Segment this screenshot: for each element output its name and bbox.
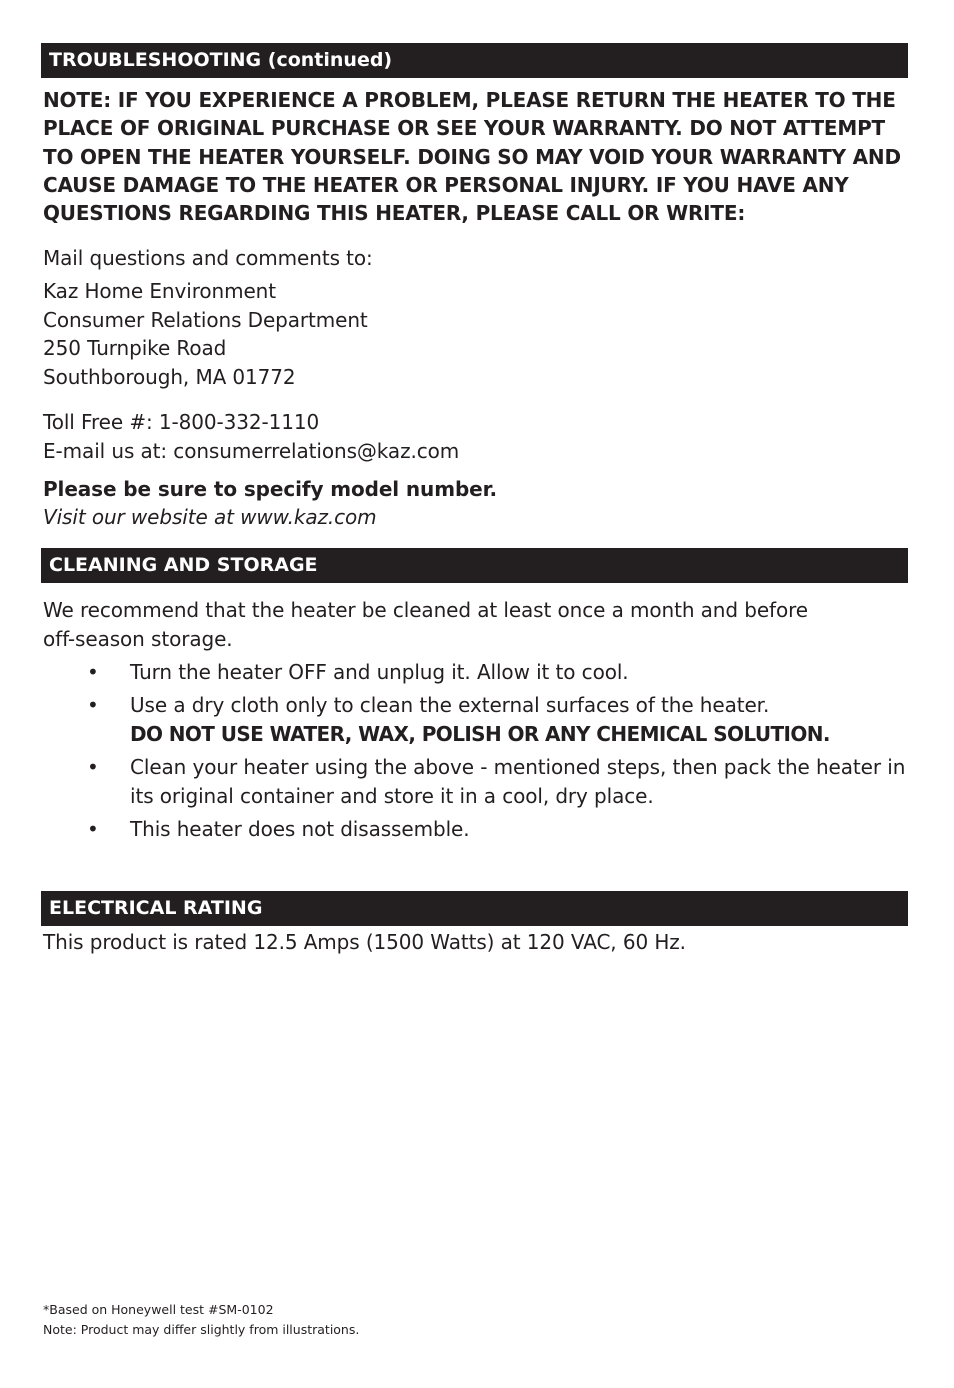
website-note: Visit our website at www.kaz.com <box>43 505 377 529</box>
email-address: E-mail us at: consumerrelations@kaz.com <box>43 439 460 463</box>
cleaning-step-dry-cloth-text: Use a dry cloth only to clean the external surfaces of the heater. <box>130 693 770 717</box>
electrical-rating-text: This product is rated 12.5 Amps (1500 Watts) at 120 VAC, 60 Hz. <box>43 930 686 954</box>
chemical-warning: DO NOT USE WATER, WAX, POLISH OR ANY CHEMICAL SOLUTION. <box>130 721 830 746</box>
cleaning-header: CLEANING AND STORAGE <box>41 548 908 583</box>
cleaning-intro-line1: We recommend that the heater be cleaned at least once a month and before <box>43 598 808 622</box>
bullet-marker: • <box>87 693 99 717</box>
warranty-note: NOTE: IF YOU EXPERIENCE A PROBLEM, PLEASE RETURN THE HEATER TO THE PLACE OF ORIGINAL PURCHASE OR SEE YOUR WARRANTY. DO NOT ATTEMPT TO OPEN THE HEATER YOURSELF. DOING SO MAY VOID YOUR WARRANTY AND CAUSE DAMAGE TO THE HEATER OR PERSONAL INJURY. IF YOU HAVE ANY QUESTIONS REGARDING THIS HEATER, PLEASE CALL OR WRITE: <box>43 88 901 226</box>
bullet-marker: • <box>87 817 99 841</box>
cleaning-step-no-disassemble: This heater does not disassemble. <box>130 817 470 841</box>
model-number-note: Please be sure to specify model number. <box>43 477 498 501</box>
cleaning-step-dry-cloth <box>130 691 908 748</box>
troubleshooting-header: TROUBLESHOOTING (continued) <box>41 43 908 78</box>
footnote-illustrations: Note: Product may differ slightly from illustrations. <box>43 1322 360 1337</box>
cleaning-step-turn-off: Turn the heater OFF and unplug it. Allow it to cool. <box>130 660 629 684</box>
cleaning-intro-line2: off-season storage. <box>43 627 233 651</box>
bullet-marker: • <box>87 660 99 684</box>
toll-free-number: Toll Free #: 1-800-332-1110 <box>43 410 320 434</box>
address-line-department: Consumer Relations Department <box>43 308 368 332</box>
bullet-marker: • <box>87 755 99 779</box>
mail-intro: Mail questions and comments to: <box>43 246 373 270</box>
address-line-company: Kaz Home Environment <box>43 279 277 303</box>
footnote-test: *Based on Honeywell test #SM-0102 <box>43 1302 274 1317</box>
address-line-street: 250 Turnpike Road <box>43 336 227 360</box>
address-line-city: Southborough, MA 01772 <box>43 365 296 389</box>
cleaning-step-pack: Clean your heater using the above - mentioned steps, then pack the heater in its original container and store it in a cool, dry place. <box>130 755 906 808</box>
electrical-header: ELECTRICAL RATING <box>41 891 908 926</box>
